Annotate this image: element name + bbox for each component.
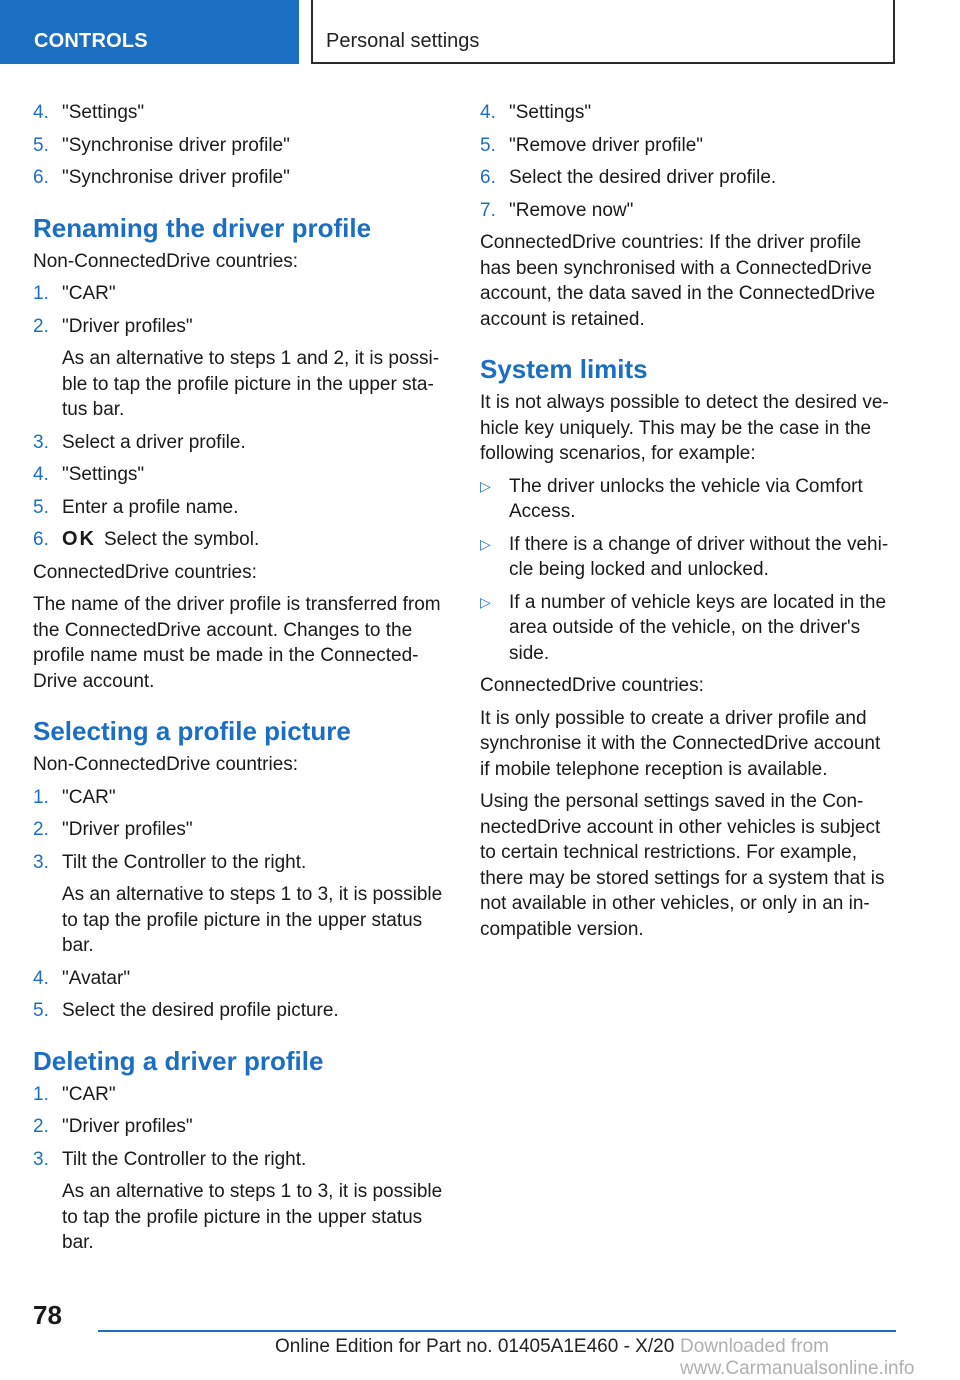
step-number: 4. [33,464,49,485]
step-text: "Settings" [62,102,145,123]
list-item [33,850,445,959]
step-number: 4. [33,102,49,123]
step-text: Tilt the Controller to the right. [62,851,307,873]
list-item [33,281,445,307]
step-text: "Synchronise driver profile" [62,167,290,188]
chapter-title: Personal settings [311,0,895,64]
rename-cd-label: ConnectedDrive countries: [33,561,257,583]
list-item [33,998,445,1024]
step-text: Tilt the Controller to the right. [62,1148,307,1170]
step-text: Select the symbol. [104,529,260,550]
picture-list [33,785,445,1024]
bullet-text: If there is a change of driver without the vehi-cle being locked and unlocked. [509,533,889,580]
heading-limits: System limits [480,354,648,384]
step-number: 5. [33,1000,49,1021]
list-item [33,165,445,191]
triangle-bullet-icon: ▷ [480,593,491,610]
ok-symbol-icon: OK [62,528,96,550]
left-column [33,100,445,1263]
list-item [480,198,892,224]
step-number: 6. [33,529,49,550]
delete-list-continued [480,100,892,223]
step-number: 6. [33,167,49,188]
list-item [33,100,445,126]
list-item [33,430,445,456]
triangle-bullet-icon: ▷ [480,535,491,552]
intro-list [33,100,445,191]
bullet-item [480,532,892,583]
step-text: "Remove now" [509,199,634,221]
rename-list [33,281,445,553]
list-item [480,165,892,191]
rename-note: Non-ConnectedDrive countries: [33,250,299,272]
list-item [33,817,445,843]
step-text: Enter a profile name. [62,496,239,518]
delete-list [33,1082,445,1256]
rename-cd-text: The name of the driver profile is transferred from the ConnectedDrive account. Changes to the profile name must be made in the Connected-Drive account. [33,594,441,692]
limits-cd-p1: It is only possible to create a driver profile and synchronise it with the ConnectedDrive account if mobile telephone reception is available. [480,707,881,780]
heading-picture: Selecting a profile picture [33,716,351,746]
bullet-item [480,474,892,525]
right-column [480,100,892,949]
section-tab[interactable]: CONTROLS [0,0,299,64]
step-text: "CAR" [62,1083,116,1105]
step-number: 3. [33,851,49,873]
heading-delete: Deleting a driver profile [33,1045,324,1076]
delete-note: ConnectedDrive countries: If the driver profile has been synchronised with a ConnectedDrive account, the data saved in the ConnectedDrive account is retained. [480,232,876,330]
bullet-text: If a number of vehicle keys are located in the area outside of the vehicle, on the driver's side. [509,591,887,664]
step-number: 7. [480,199,496,221]
step-text: "Remove driver profile" [509,134,704,156]
list-item [33,527,445,553]
step-text: Select the desired profile picture. [62,1000,339,1021]
limits-cd-label: ConnectedDrive countries: [480,675,704,696]
limits-bullets [480,474,892,667]
step-text: "CAR" [62,786,116,808]
watermark: Downloaded from www.Carmanualsonline.info [680,1336,915,1379]
triangle-bullet-icon: ▷ [480,477,491,494]
step-number: 5. [480,134,496,156]
list-item [33,1147,445,1256]
bullet-item [480,590,892,667]
step-text: "Settings" [509,102,592,123]
step-text: "Driver profiles" [62,1116,193,1137]
picture-note: Non-ConnectedDrive countries: [33,754,299,775]
step-text: "Driver profiles" [62,819,193,840]
step-number: 3. [33,431,49,453]
page-number: 78 [33,1300,62,1330]
step-text: "Settings" [62,464,145,485]
page-header [0,0,960,66]
step-number: 2. [33,315,49,337]
step-number: 1. [33,283,49,304]
step-note: As an alternative to steps 1 to 3, it is possible to tap the profile picture in the upper status bar. [62,884,443,956]
step-note: As an alternative to steps 1 and 2, it is possi-ble to tap the profile picture in the upper sta-tus bar. [62,348,440,420]
step-text: "Avatar" [62,967,131,989]
list-item [33,495,445,521]
step-text: "Synchronise driver profile" [62,134,290,156]
list-item [33,1082,445,1108]
list-item [33,966,445,992]
step-text: "CAR" [62,283,116,304]
list-item [33,785,445,811]
step-number: 2. [33,1116,49,1137]
step-number: 6. [480,167,496,188]
step-text: Select a driver profile. [62,431,246,453]
step-number: 4. [480,102,496,123]
step-text: Select the desired driver profile. [509,167,777,188]
footer-divider [98,1330,896,1332]
step-number: 5. [33,496,49,518]
step-number: 1. [33,1083,49,1105]
list-item [33,1114,445,1140]
step-note: As an alternative to steps 1 to 3, it is possible to tap the profile picture in the upper status bar. [62,1181,443,1253]
list-item [33,314,445,423]
step-text: "Driver profiles" [62,315,193,337]
list-item [33,462,445,488]
step-number: 5. [33,134,49,156]
list-item [480,133,892,159]
edition-text: Online Edition for Part no. 01405A1E460 - X/20 [275,1336,675,1357]
limits-cd-p2: Using the personal settings saved in the Con-nectedDrive account in other vehicles is subject to certain technical restrictions. For example, there may be stored settings for a system that is not available in other vehicles, or only in an in-compatible version. [480,791,885,940]
heading-rename: Renaming the driver profile [33,212,372,243]
list-item [480,100,892,126]
step-number: 2. [33,819,49,840]
step-number: 4. [33,967,49,989]
bullet-text: The driver unlocks the vehicle via Comfort Access. [509,475,863,522]
list-item [33,133,445,159]
step-number: 3. [33,1148,49,1170]
limits-intro: It is not always possible to detect the desired ve-hicle key uniquely. This may be the case in the following scenarios, for example: [480,392,889,464]
step-number: 1. [33,786,49,808]
